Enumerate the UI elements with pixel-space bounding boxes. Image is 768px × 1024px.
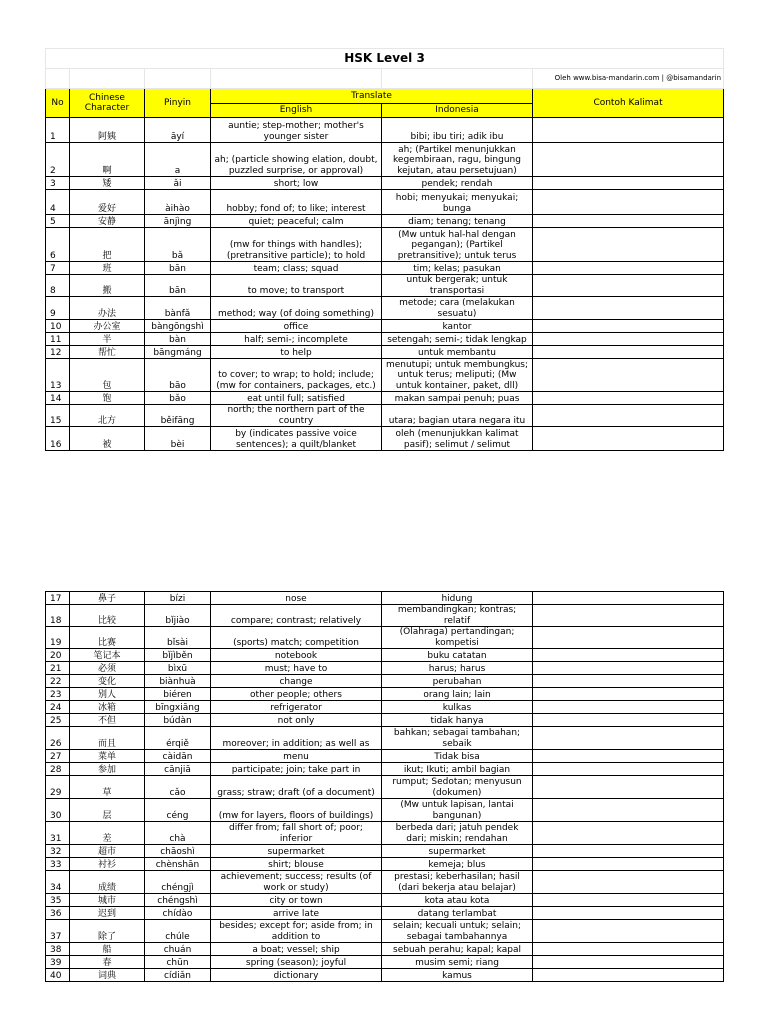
english-translation: dictionary bbox=[211, 969, 382, 982]
table-row bbox=[46, 750, 724, 763]
chinese-character: 参加 bbox=[70, 763, 145, 776]
pinyin: bízi bbox=[145, 592, 211, 605]
indonesian-translation: buku catatan bbox=[382, 649, 533, 662]
pinyin: běifāng bbox=[145, 405, 211, 427]
pinyin: bǐjìběn bbox=[145, 649, 211, 662]
pinyin: bāo bbox=[145, 359, 211, 392]
english-translation: arrive late bbox=[211, 907, 382, 920]
english-translation: a boat; vessel; ship bbox=[211, 943, 382, 956]
row-number: 23 bbox=[46, 688, 70, 701]
example-sentence bbox=[533, 320, 724, 333]
english-translation: spring (season); joyful bbox=[211, 956, 382, 969]
english-translation: to cover; to wrap; to hold; include; (mw for containers, packages, etc.) bbox=[211, 359, 382, 392]
row-number: 8 bbox=[46, 275, 70, 297]
example-sentence bbox=[533, 627, 724, 649]
indonesian-translation: untuk membantu bbox=[382, 346, 533, 359]
table-row bbox=[46, 190, 724, 215]
row-number: 2 bbox=[46, 143, 70, 177]
table-row bbox=[46, 969, 724, 982]
pinyin: āyí bbox=[145, 118, 211, 143]
row-number: 4 bbox=[46, 190, 70, 215]
table-row bbox=[46, 177, 724, 190]
indonesian-translation: diam; tenang; tenang bbox=[382, 215, 533, 228]
table-row bbox=[46, 228, 724, 262]
chinese-character: 比赛 bbox=[70, 627, 145, 649]
english-translation: quiet; peaceful; calm bbox=[211, 215, 382, 228]
table-row bbox=[46, 143, 724, 177]
row-number: 29 bbox=[46, 776, 70, 799]
english-translation: differ from; fall short of; poor; inferior bbox=[211, 822, 382, 845]
table-row bbox=[46, 822, 724, 845]
chinese-character: 笔记本 bbox=[70, 649, 145, 662]
chinese-character: 班 bbox=[70, 262, 145, 275]
row-number: 1 bbox=[46, 118, 70, 143]
blank-cell bbox=[382, 69, 533, 89]
indonesian-translation: kemeja; blus bbox=[382, 858, 533, 871]
english-translation: team; class; squad bbox=[211, 262, 382, 275]
chinese-character: 草 bbox=[70, 776, 145, 799]
row-number: 35 bbox=[46, 894, 70, 907]
indonesian-translation: utara; bagian utara negara itu bbox=[382, 405, 533, 427]
english-translation: auntie; step-mother; mother's younger sister bbox=[211, 118, 382, 143]
row-number: 19 bbox=[46, 627, 70, 649]
chinese-character: 必须 bbox=[70, 662, 145, 675]
table-row bbox=[46, 320, 724, 333]
indonesian-translation: (Mw untuk lapisan, lantai bangunan) bbox=[382, 799, 533, 822]
example-sentence bbox=[533, 592, 724, 605]
header-translate: Translate bbox=[211, 89, 533, 104]
example-sentence bbox=[533, 943, 724, 956]
example-sentence bbox=[533, 750, 724, 763]
indonesian-translation: Tidak bisa bbox=[382, 750, 533, 763]
row-number: 27 bbox=[46, 750, 70, 763]
pinyin: ǎi bbox=[145, 177, 211, 190]
english-translation: refrigerator bbox=[211, 701, 382, 714]
example-sentence bbox=[533, 727, 724, 750]
indonesian-translation: membandingkan; kontras; relatif bbox=[382, 605, 533, 627]
row-number: 28 bbox=[46, 763, 70, 776]
row-number: 12 bbox=[46, 346, 70, 359]
pinyin: chéngjì bbox=[145, 871, 211, 894]
row-number: 36 bbox=[46, 907, 70, 920]
example-sentence bbox=[533, 763, 724, 776]
example-sentence bbox=[533, 262, 724, 275]
example-sentence bbox=[533, 427, 724, 451]
example-sentence bbox=[533, 662, 724, 675]
table-row bbox=[46, 662, 724, 675]
indonesian-translation: hidung bbox=[382, 592, 533, 605]
example-sentence bbox=[533, 969, 724, 982]
table-row bbox=[46, 333, 724, 346]
row-number: 39 bbox=[46, 956, 70, 969]
pinyin: cānjiā bbox=[145, 763, 211, 776]
row-number: 30 bbox=[46, 799, 70, 822]
sheet-title: HSK Level 3 bbox=[46, 49, 724, 69]
example-sentence bbox=[533, 228, 724, 262]
pinyin: a bbox=[145, 143, 211, 177]
row-number: 5 bbox=[46, 215, 70, 228]
english-translation: (mw for things with handles); (pretransitive particle); to hold bbox=[211, 228, 382, 262]
english-translation: method; way (of doing something) bbox=[211, 297, 382, 320]
table-row bbox=[46, 858, 724, 871]
row-number: 17 bbox=[46, 592, 70, 605]
english-translation: participate; join; take part in bbox=[211, 763, 382, 776]
pinyin: bàn bbox=[145, 333, 211, 346]
table-row bbox=[46, 799, 724, 822]
row-number: 34 bbox=[46, 871, 70, 894]
table-row bbox=[46, 907, 724, 920]
indonesian-translation: tidak hanya bbox=[382, 714, 533, 727]
chinese-character: 迟到 bbox=[70, 907, 145, 920]
row-number: 6 bbox=[46, 228, 70, 262]
pinyin: chúle bbox=[145, 920, 211, 943]
chinese-character: 超市 bbox=[70, 845, 145, 858]
example-sentence bbox=[533, 190, 724, 215]
english-translation: grass; straw; draft (of a document) bbox=[211, 776, 382, 799]
english-translation: menu bbox=[211, 750, 382, 763]
indonesian-translation: (Mw untuk hal-hal dengan pegangan); (Partikel pretransitive); untuk terus bbox=[382, 228, 533, 262]
indonesian-translation: rumput; Sedotan; menyusun (dokumen) bbox=[382, 776, 533, 799]
english-translation: achievement; success; results (of work or study) bbox=[211, 871, 382, 894]
english-translation: office bbox=[211, 320, 382, 333]
chinese-character: 鼻子 bbox=[70, 592, 145, 605]
table-row bbox=[46, 392, 724, 405]
indonesian-translation: ikut; Ikuti; ambil bagian bbox=[382, 763, 533, 776]
chinese-character: 半 bbox=[70, 333, 145, 346]
english-translation: by (indicates passive voice sentences); a quilt/blanket bbox=[211, 427, 382, 451]
indonesian-translation: (Olahraga) pertandingan; kompetisi bbox=[382, 627, 533, 649]
chinese-character: 船 bbox=[70, 943, 145, 956]
english-translation: short; low bbox=[211, 177, 382, 190]
row-number: 24 bbox=[46, 701, 70, 714]
table-row bbox=[46, 262, 724, 275]
table-row bbox=[46, 956, 724, 969]
row-number: 38 bbox=[46, 943, 70, 956]
table-row bbox=[46, 346, 724, 359]
english-translation: shirt; blouse bbox=[211, 858, 382, 871]
pinyin: chuán bbox=[145, 943, 211, 956]
row-number: 31 bbox=[46, 822, 70, 845]
row-number: 9 bbox=[46, 297, 70, 320]
pinyin: bànfǎ bbox=[145, 297, 211, 320]
table-row bbox=[46, 427, 724, 451]
example-sentence bbox=[533, 799, 724, 822]
english-translation: to help bbox=[211, 346, 382, 359]
pinyin: chènshān bbox=[145, 858, 211, 871]
row-number: 15 bbox=[46, 405, 70, 427]
example-sentence bbox=[533, 177, 724, 190]
header-english: English bbox=[211, 104, 382, 118]
chinese-character: 词典 bbox=[70, 969, 145, 982]
chinese-character: 别人 bbox=[70, 688, 145, 701]
pinyin: bān bbox=[145, 275, 211, 297]
indonesian-translation: tim; kelas; pasukan bbox=[382, 262, 533, 275]
pinyin: bǐsài bbox=[145, 627, 211, 649]
row-number: 33 bbox=[46, 858, 70, 871]
chinese-character: 不但 bbox=[70, 714, 145, 727]
indonesian-translation: makan sampai penuh; puas bbox=[382, 392, 533, 405]
row-number: 18 bbox=[46, 605, 70, 627]
table-row bbox=[46, 714, 724, 727]
table-row bbox=[46, 943, 724, 956]
indonesian-translation: orang lain; lain bbox=[382, 688, 533, 701]
pinyin: céng bbox=[145, 799, 211, 822]
example-sentence bbox=[533, 845, 724, 858]
indonesian-translation: kulkas bbox=[382, 701, 533, 714]
row-number: 11 bbox=[46, 333, 70, 346]
chinese-character: 城市 bbox=[70, 894, 145, 907]
pinyin: biànhuà bbox=[145, 675, 211, 688]
credit-text: Oleh www.bisa-mandarin.com | @bisamandarin bbox=[533, 69, 724, 89]
english-translation: nose bbox=[211, 592, 382, 605]
english-translation: compare; contrast; relatively bbox=[211, 605, 382, 627]
english-translation: other people; others bbox=[211, 688, 382, 701]
example-sentence bbox=[533, 871, 724, 894]
indonesian-translation: kota atau kota bbox=[382, 894, 533, 907]
table-row bbox=[46, 359, 724, 392]
indonesian-translation: perubahan bbox=[382, 675, 533, 688]
indonesian-translation: supermarket bbox=[382, 845, 533, 858]
indonesian-translation: oleh (menunjukkan kalimat pasif); selimut / selimut bbox=[382, 427, 533, 451]
example-sentence bbox=[533, 776, 724, 799]
header-no: No bbox=[46, 89, 70, 118]
example-sentence bbox=[533, 359, 724, 392]
pinyin: càidān bbox=[145, 750, 211, 763]
table-row bbox=[46, 675, 724, 688]
table-row bbox=[46, 297, 724, 320]
indonesian-translation: kamus bbox=[382, 969, 533, 982]
table-row bbox=[46, 627, 724, 649]
table-row bbox=[46, 688, 724, 701]
table-row bbox=[46, 776, 724, 799]
chinese-character: 搬 bbox=[70, 275, 145, 297]
table-row bbox=[46, 118, 724, 143]
pinyin: chéngshì bbox=[145, 894, 211, 907]
example-sentence bbox=[533, 714, 724, 727]
chinese-character: 啊 bbox=[70, 143, 145, 177]
vocabulary-table-page-1 bbox=[45, 48, 724, 451]
indonesian-translation: hobi; menyukai; menyukai; bunga bbox=[382, 190, 533, 215]
english-translation: half; semi-; incomplete bbox=[211, 333, 382, 346]
english-translation: to move; to transport bbox=[211, 275, 382, 297]
table-row bbox=[46, 649, 724, 662]
row-number: 20 bbox=[46, 649, 70, 662]
pinyin: bìxū bbox=[145, 662, 211, 675]
example-sentence bbox=[533, 956, 724, 969]
pinyin: bān bbox=[145, 262, 211, 275]
row-number: 37 bbox=[46, 920, 70, 943]
example-sentence bbox=[533, 605, 724, 627]
indonesian-translation: sebuah perahu; kapal; kapal bbox=[382, 943, 533, 956]
example-sentence bbox=[533, 822, 724, 845]
pinyin: biéren bbox=[145, 688, 211, 701]
pinyin: bāngmáng bbox=[145, 346, 211, 359]
english-translation: change bbox=[211, 675, 382, 688]
pinyin: bīngxiāng bbox=[145, 701, 211, 714]
indonesian-translation: setengah; semi-; tidak lengkap bbox=[382, 333, 533, 346]
pinyin: ānjìng bbox=[145, 215, 211, 228]
indonesian-translation: datang terlambat bbox=[382, 907, 533, 920]
indonesian-translation: menutupi; untuk membungkus; untuk terus; meliputi; (Mw untuk kontainer, paket, dll) bbox=[382, 359, 533, 392]
example-sentence bbox=[533, 346, 724, 359]
row-number: 16 bbox=[46, 427, 70, 451]
header-pinyin: Pinyin bbox=[145, 89, 211, 118]
pinyin: bàngōngshì bbox=[145, 320, 211, 333]
chinese-character: 北方 bbox=[70, 405, 145, 427]
row-number: 26 bbox=[46, 727, 70, 750]
chinese-character: 包 bbox=[70, 359, 145, 392]
table-row bbox=[46, 763, 724, 776]
chinese-character: 把 bbox=[70, 228, 145, 262]
english-translation: not only bbox=[211, 714, 382, 727]
blank-cell bbox=[70, 69, 145, 89]
pinyin: érqiě bbox=[145, 727, 211, 750]
row-number: 25 bbox=[46, 714, 70, 727]
example-sentence bbox=[533, 701, 724, 714]
table-row bbox=[46, 215, 724, 228]
chinese-character: 成绩 bbox=[70, 871, 145, 894]
chinese-character: 衬衫 bbox=[70, 858, 145, 871]
header-contoh-kalimat: Contoh Kalimat bbox=[533, 89, 724, 118]
chinese-character: 安静 bbox=[70, 215, 145, 228]
table-row bbox=[46, 592, 724, 605]
example-sentence bbox=[533, 118, 724, 143]
pinyin: bǐjiào bbox=[145, 605, 211, 627]
english-translation: eat until full; satisfied bbox=[211, 392, 382, 405]
example-sentence bbox=[533, 143, 724, 177]
row-number: 13 bbox=[46, 359, 70, 392]
table-row bbox=[46, 275, 724, 297]
chinese-character: 层 bbox=[70, 799, 145, 822]
indonesian-translation: bibi; ibu tiri; adik ibu bbox=[382, 118, 533, 143]
blank-cell bbox=[46, 69, 70, 89]
header-chinese-character: Chinese Character bbox=[70, 89, 145, 118]
indonesian-translation: prestasi; keberhasilan; hasil (dari bekerja atau belajar) bbox=[382, 871, 533, 894]
example-sentence bbox=[533, 275, 724, 297]
chinese-character: 办法 bbox=[70, 297, 145, 320]
row-number: 7 bbox=[46, 262, 70, 275]
pinyin: cǎo bbox=[145, 776, 211, 799]
english-translation: (mw for layers, floors of buildings) bbox=[211, 799, 382, 822]
pinyin: bǎ bbox=[145, 228, 211, 262]
chinese-character: 春 bbox=[70, 956, 145, 969]
row-number: 3 bbox=[46, 177, 70, 190]
english-translation: city or town bbox=[211, 894, 382, 907]
pinyin: bǎo bbox=[145, 392, 211, 405]
english-translation: moreover; in addition; as well as bbox=[211, 727, 382, 750]
pinyin: àihào bbox=[145, 190, 211, 215]
example-sentence bbox=[533, 649, 724, 662]
pinyin: chūn bbox=[145, 956, 211, 969]
indonesian-translation: pendek; rendah bbox=[382, 177, 533, 190]
row-number: 40 bbox=[46, 969, 70, 982]
table-row bbox=[46, 845, 724, 858]
example-sentence bbox=[533, 920, 724, 943]
indonesian-translation: musim semi; riang bbox=[382, 956, 533, 969]
example-sentence bbox=[533, 333, 724, 346]
table-row bbox=[46, 405, 724, 427]
indonesian-translation: bahkan; sebagai tambahan; sebaik bbox=[382, 727, 533, 750]
blank-cell bbox=[145, 69, 211, 89]
table-row bbox=[46, 920, 724, 943]
chinese-character: 帮忙 bbox=[70, 346, 145, 359]
chinese-character: 爱好 bbox=[70, 190, 145, 215]
english-translation: hobby; fond of; to like; interest bbox=[211, 190, 382, 215]
chinese-character: 矮 bbox=[70, 177, 145, 190]
indonesian-translation: berbeda dari; jatuh pendek dari; miskin; rendahan bbox=[382, 822, 533, 845]
vocabulary-table-page-2 bbox=[45, 591, 724, 982]
chinese-character: 办公室 bbox=[70, 320, 145, 333]
header-indonesia: Indonesia bbox=[382, 104, 533, 118]
chinese-character: 变化 bbox=[70, 675, 145, 688]
chinese-character: 差 bbox=[70, 822, 145, 845]
chinese-character: 冰箱 bbox=[70, 701, 145, 714]
chinese-character: 除了 bbox=[70, 920, 145, 943]
example-sentence bbox=[533, 297, 724, 320]
chinese-character: 饱 bbox=[70, 392, 145, 405]
english-translation: must; have to bbox=[211, 662, 382, 675]
pinyin: chídào bbox=[145, 907, 211, 920]
example-sentence bbox=[533, 858, 724, 871]
indonesian-translation: kantor bbox=[382, 320, 533, 333]
english-translation: ah; (particle showing elation, doubt, puzzled surprise, or approval) bbox=[211, 143, 382, 177]
pinyin: chà bbox=[145, 822, 211, 845]
row-number: 22 bbox=[46, 675, 70, 688]
row-number: 10 bbox=[46, 320, 70, 333]
example-sentence bbox=[533, 215, 724, 228]
row-number: 32 bbox=[46, 845, 70, 858]
english-translation: notebook bbox=[211, 649, 382, 662]
indonesian-translation: ah; (Partikel menunjukkan kegembiraan, ragu, bingung kejutan, atau persetujuan) bbox=[382, 143, 533, 177]
pinyin: cídiǎn bbox=[145, 969, 211, 982]
indonesian-translation: metode; cara (melakukan sesuatu) bbox=[382, 297, 533, 320]
pinyin: búdàn bbox=[145, 714, 211, 727]
example-sentence bbox=[533, 392, 724, 405]
blank-cell bbox=[211, 69, 382, 89]
example-sentence bbox=[533, 894, 724, 907]
pinyin: bèi bbox=[145, 427, 211, 451]
table-row bbox=[46, 727, 724, 750]
chinese-character: 比较 bbox=[70, 605, 145, 627]
english-translation: besides; except for; aside from; in addition to bbox=[211, 920, 382, 943]
indonesian-translation: selain; kecuali untuk; selain; sebagai tambahannya bbox=[382, 920, 533, 943]
english-translation: supermarket bbox=[211, 845, 382, 858]
table-row bbox=[46, 701, 724, 714]
example-sentence bbox=[533, 675, 724, 688]
row-number: 21 bbox=[46, 662, 70, 675]
example-sentence bbox=[533, 688, 724, 701]
chinese-character: 而且 bbox=[70, 727, 145, 750]
indonesian-translation: untuk bergerak; untuk transportasi bbox=[382, 275, 533, 297]
indonesian-translation: harus; harus bbox=[382, 662, 533, 675]
chinese-character: 被 bbox=[70, 427, 145, 451]
table-row bbox=[46, 894, 724, 907]
row-number: 14 bbox=[46, 392, 70, 405]
chinese-character: 菜单 bbox=[70, 750, 145, 763]
pinyin: chāoshì bbox=[145, 845, 211, 858]
chinese-character: 阿姨 bbox=[70, 118, 145, 143]
table-row bbox=[46, 605, 724, 627]
table-row bbox=[46, 871, 724, 894]
english-translation: (sports) match; competition bbox=[211, 627, 382, 649]
english-translation: north; the northern part of the country bbox=[211, 405, 382, 427]
example-sentence bbox=[533, 907, 724, 920]
example-sentence bbox=[533, 405, 724, 427]
